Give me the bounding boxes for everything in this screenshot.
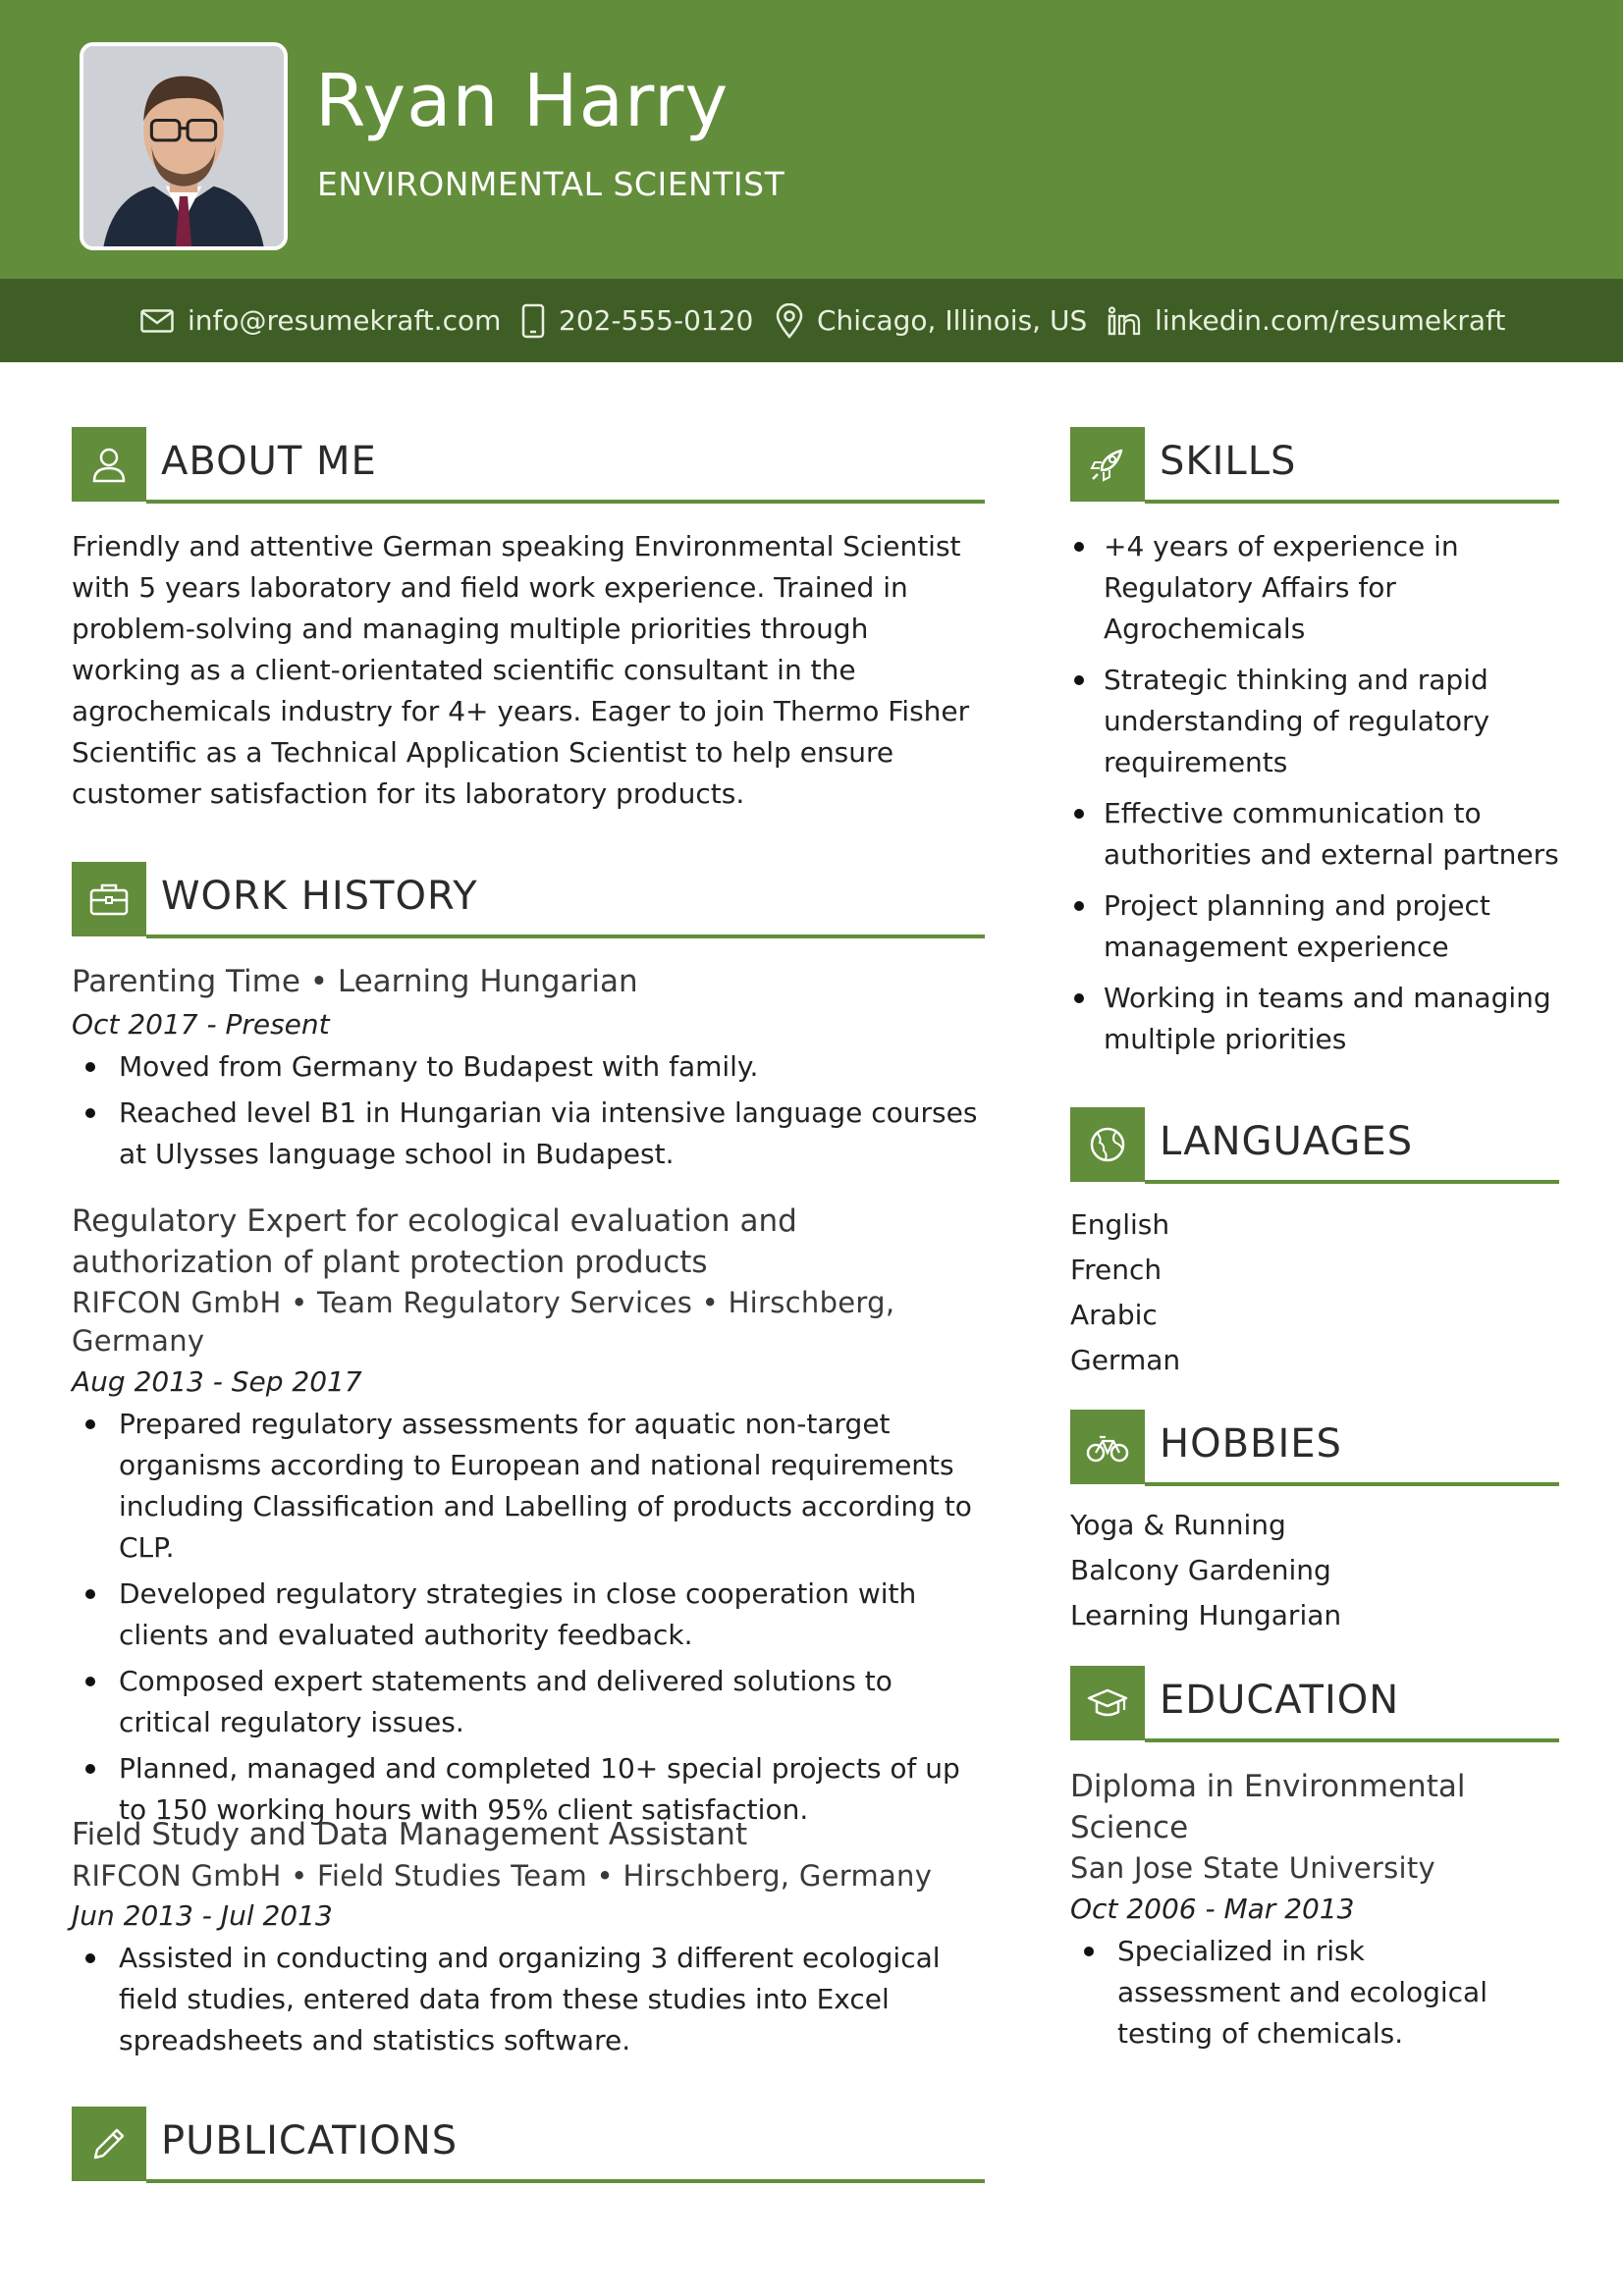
list-item: +4 years of experience in Regulatory Affairs for Agrochemicals — [1070, 526, 1559, 650]
languages-divider — [1145, 1180, 1559, 1184]
graduation-cap-icon — [1087, 1686, 1128, 1720]
list-item: Developed regulatory strategies in close cooperation with clients and evaluated authority feedback. — [72, 1574, 985, 1656]
hobbies-section-header — [1070, 1410, 1559, 1488]
list-item: Specialized in risk assessment and ecological testing of chemicals. — [1070, 1931, 1532, 2055]
about-icon-box — [72, 427, 146, 502]
education-school: San Jose State University — [1070, 1851, 1436, 1885]
work-section-header — [72, 862, 985, 940]
languages-heading: LANGUAGES — [1160, 1119, 1414, 1164]
bicycle-icon — [1086, 1431, 1129, 1463]
job-1-title: Parenting Time • Learning Hungarian — [72, 964, 638, 999]
about-section-header — [72, 427, 985, 506]
languages-icon-box — [1070, 1107, 1145, 1182]
list-item: Balcony Gardening — [1070, 1554, 1331, 1586]
job-1-dates: Oct 2017 - Present — [72, 1008, 330, 1041]
job-3-dates: Jun 2013 - Jul 2013 — [72, 1899, 333, 1932]
education-icon-box — [1070, 1666, 1145, 1740]
education-dates: Oct 2006 - Mar 2013 — [1070, 1893, 1355, 1925]
list-item: Reached level B1 in Hungarian via intensive language courses at Ulysses language school in Budapest. — [72, 1093, 985, 1175]
education-bullets — [1070, 1931, 1532, 2059]
list-item: English — [1070, 1208, 1170, 1241]
profile-photo-image — [83, 46, 284, 246]
globe-icon — [1088, 1125, 1127, 1164]
contact-email-text: info@resumekraft.com — [188, 304, 502, 337]
list-item: Project planning and project management experience — [1070, 885, 1559, 968]
list-item: Planned, managed and completed 10+ special projects of up to 150 working hours with 95% client satisfaction. — [72, 1748, 985, 1831]
list-item: Prepared regulatory assessments for aquatic non-target organisms according to European and national requirements including Classification and Labelling of products according to CLP. — [72, 1404, 985, 1569]
publications-divider — [146, 2179, 985, 2183]
list-item: Composed expert statements and delivered solutions to critical regulatory issues. — [72, 1661, 985, 1743]
list-item: Learning Hungarian — [1070, 1599, 1342, 1631]
job-2-company: RIFCON GmbH • Team Regulatory Services • Hirschberg, Germany — [72, 1286, 895, 1358]
job-2-dates: Aug 2013 - Sep 2017 — [72, 1365, 362, 1398]
list-item: Yoga & Running — [1070, 1509, 1286, 1541]
work-heading: WORK HISTORY — [161, 874, 478, 919]
list-item: Strategic thinking and rapid understanding of regulatory requirements — [1070, 660, 1559, 783]
job-2-bullets — [72, 1404, 985, 1836]
job-3-company: RIFCON GmbH • Field Studies Team • Hirschberg, Germany — [72, 1859, 933, 1893]
about-text: Friendly and attentive German speaking Environmental Scientist with 5 years laboratory and field work experience. Trained in problem-solving and managing multiple priorities through working as a client-orientated scientific consultant in the agrochemicals industry for 4+ years. Eager to join Thermo Fisher Scientific as a Technical Application Scientist to help ensure customer satisfaction for its laboratory products. — [72, 530, 970, 810]
contact-location[interactable] — [776, 279, 1087, 362]
languages-section-header — [1070, 1107, 1559, 1186]
list-item: Effective communication to authorities and external partners — [1070, 793, 1559, 876]
contact-phone-text: 202-555-0120 — [559, 304, 754, 337]
header-banner — [0, 0, 1623, 279]
contact-linkedin-text: linkedin.com/resumekraft — [1155, 304, 1506, 337]
skills-section-header — [1070, 427, 1559, 506]
publications-heading: PUBLICATIONS — [161, 2118, 459, 2163]
skills-heading: SKILLS — [1160, 439, 1297, 484]
skills-icon-box — [1070, 427, 1145, 502]
work-divider — [146, 934, 985, 938]
hobbies-icon-box — [1070, 1410, 1145, 1484]
job-1-bullets — [72, 1046, 985, 1180]
candidate-title: ENVIRONMENTAL SCIENTIST — [317, 165, 785, 203]
candidate-name: Ryan Harry — [315, 59, 730, 143]
contact-bar — [0, 279, 1623, 362]
user-icon — [89, 445, 129, 484]
about-heading: ABOUT ME — [161, 439, 377, 484]
list-item: Arabic — [1070, 1299, 1158, 1331]
map-pin-icon — [776, 303, 803, 339]
hobbies-divider — [1145, 1482, 1559, 1486]
contact-linkedin[interactable] — [1108, 279, 1505, 362]
education-heading: EDUCATION — [1160, 1678, 1400, 1723]
list-item: Working in teams and managing multiple priorities — [1070, 978, 1559, 1060]
work-icon-box — [72, 862, 146, 936]
job-2-title: Regulatory Expert for ecological evaluation and authorization of plant protection products — [72, 1203, 797, 1280]
contact-phone[interactable] — [521, 279, 753, 362]
phone-icon — [521, 303, 545, 339]
contact-location-text: Chicago, Illinois, US — [817, 304, 1088, 337]
publications-section-header — [72, 2107, 985, 2185]
languages-list — [1070, 1202, 1559, 1383]
hobbies-list — [1070, 1503, 1559, 1638]
skills-divider — [1145, 500, 1559, 504]
about-divider — [146, 500, 985, 504]
list-item: German — [1070, 1344, 1181, 1376]
education-section-header — [1070, 1666, 1559, 1744]
list-item: French — [1070, 1254, 1163, 1286]
education-degree: Diploma in Environmental Science — [1070, 1769, 1466, 1845]
rocket-icon — [1088, 445, 1127, 484]
linkedin-icon — [1108, 306, 1141, 336]
job-3-title: Field Study and Data Management Assistant — [72, 1817, 748, 1852]
contact-email[interactable] — [140, 279, 501, 362]
skills-list — [1070, 526, 1559, 1070]
list-item: Moved from Germany to Budapest with family. — [72, 1046, 985, 1088]
job-3-bullets — [72, 1938, 985, 2066]
pencil-icon — [89, 2124, 129, 2163]
publications-icon-box — [72, 2107, 146, 2181]
profile-photo — [80, 42, 288, 250]
education-divider — [1145, 1738, 1559, 1742]
envelope-icon — [140, 309, 174, 333]
briefcase-icon — [88, 881, 130, 917]
hobbies-heading: HOBBIES — [1160, 1421, 1342, 1467]
list-item: Assisted in conducting and organizing 3 different ecological field studies, entered data from these studies into Excel spreadsheets and statistics software. — [72, 1938, 985, 2061]
